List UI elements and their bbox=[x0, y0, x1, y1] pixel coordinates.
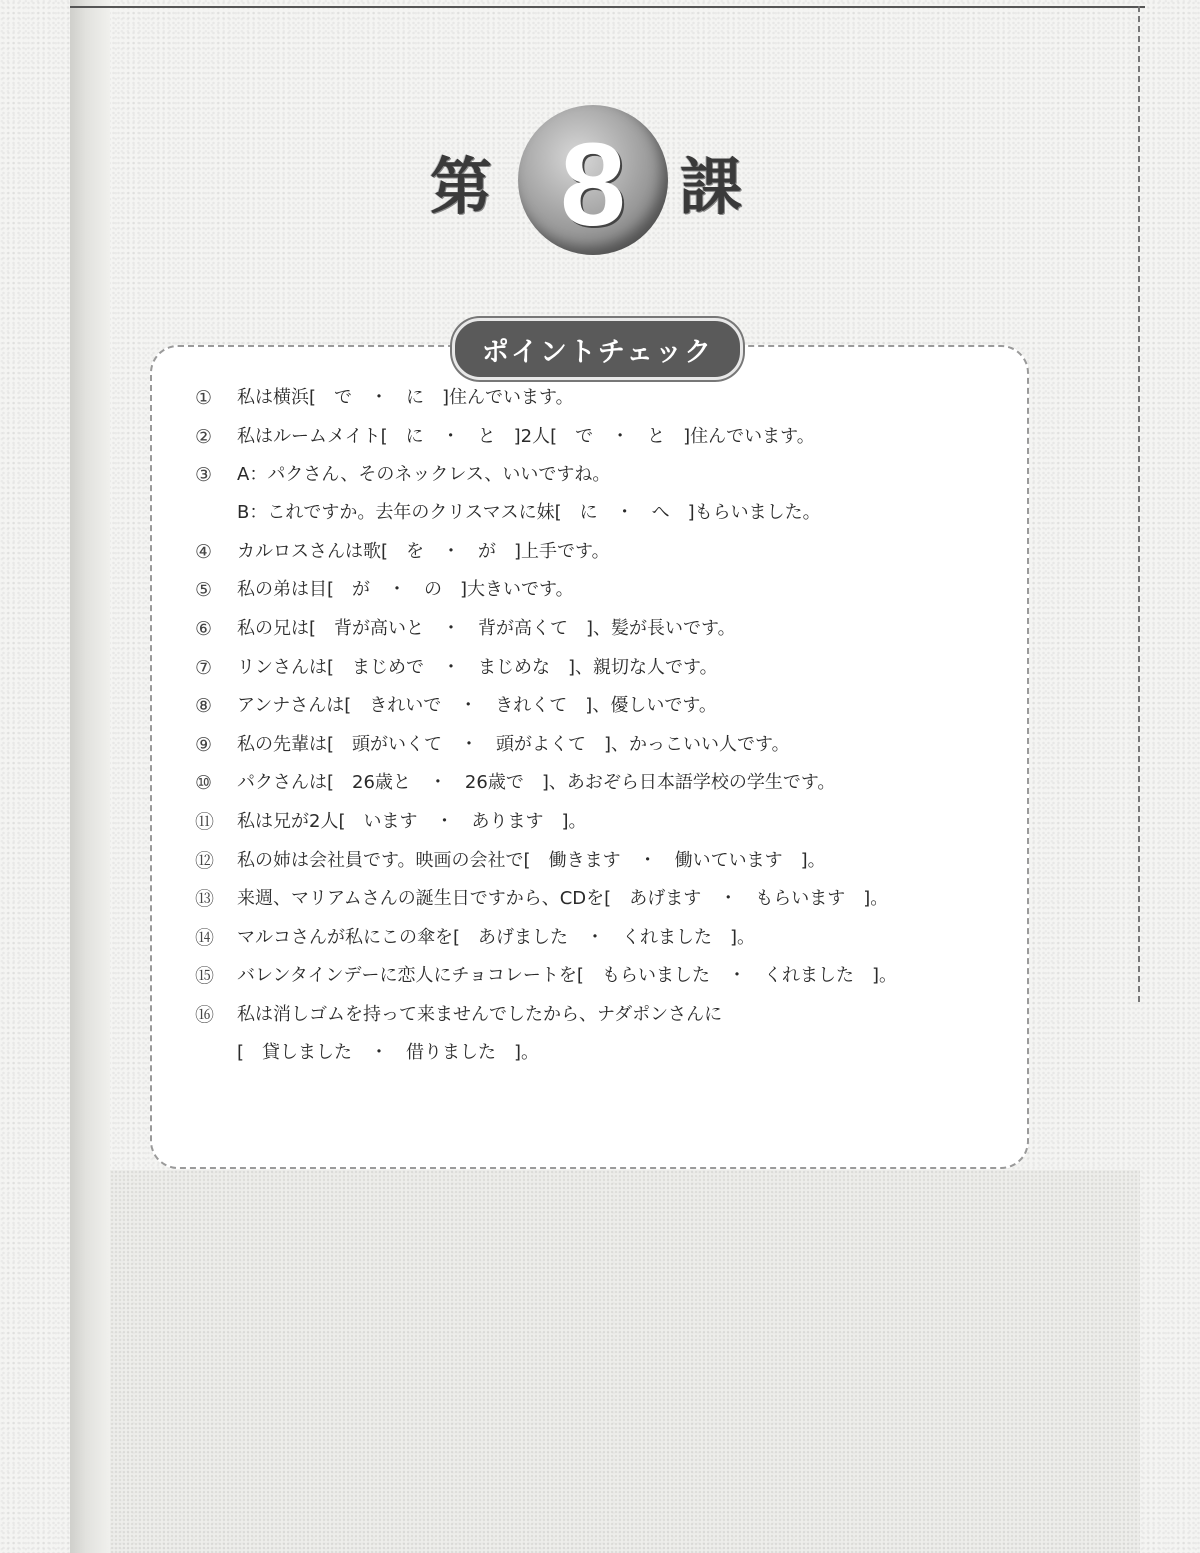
exercise-number: ⑤ bbox=[195, 579, 213, 602]
exercise-text: [ 貸しました ・ 借りました ]。 bbox=[237, 1041, 540, 1063]
exercise-item bbox=[195, 848, 1015, 874]
exercise-text: 私の姉は会社員です。映画の会社で[ 働きます ・ 働いています ]。 bbox=[237, 849, 826, 871]
exercise-number: ⑥ bbox=[195, 617, 213, 640]
exercise-number: ⑧ bbox=[195, 695, 213, 718]
exercise-number: ⑫ bbox=[195, 849, 215, 872]
exercise-item bbox=[195, 693, 1015, 719]
exercise-text: アンナさんは[ きれいで ・ きれくて ]、優しいです。 bbox=[237, 695, 717, 717]
exercise-text: バレンタインデーに恋人にチョコレートを[ もらいました ・ くれました ]。 bbox=[237, 965, 897, 987]
exercise-item bbox=[195, 424, 1015, 450]
exercise-item bbox=[195, 886, 1015, 912]
exercise-number: ⑩ bbox=[195, 772, 213, 795]
exercise-text: 私はルームメイト[ に ・ と ]2人[ で ・ と ]住んでいます。 bbox=[237, 425, 815, 447]
lesson-suffix: 課 bbox=[680, 150, 743, 223]
exercise-text: リンさんは[ まじめで ・ まじめな ]、親切な人です。 bbox=[237, 656, 718, 678]
exercise-item bbox=[195, 1002, 1015, 1066]
exercise-item bbox=[195, 655, 1015, 681]
exercise-number: ⑬ bbox=[195, 888, 215, 911]
binding-shadow bbox=[70, 0, 110, 1553]
lesson-prefix: 第 bbox=[430, 150, 493, 223]
exercise-number: ⑨ bbox=[195, 733, 213, 756]
exercise-text: 私は横浜[ で ・ に ]住んでいます。 bbox=[237, 387, 574, 408]
exercise-item bbox=[195, 385, 1015, 411]
exercise-number: ① bbox=[195, 387, 213, 409]
lesson-number-badge bbox=[518, 105, 668, 255]
lesson-header bbox=[410, 105, 790, 275]
exercise-item bbox=[195, 963, 1015, 989]
exercise-item bbox=[195, 577, 1015, 603]
exercise-text: 来週、マリアムさんの誕生日ですから、CDを[ あげます ・ もらいます ]。 bbox=[237, 888, 889, 910]
exercise-text: 私は消しゴムを持って来ませんでしたから、ナダポンさんに bbox=[237, 1003, 723, 1025]
page-texture bbox=[110, 1170, 1140, 1553]
exercise-item bbox=[195, 732, 1015, 758]
exercise-number: ⑯ bbox=[195, 1003, 215, 1026]
exercise-number: ⑭ bbox=[195, 926, 215, 949]
lesson-number: 8 bbox=[560, 119, 626, 251]
exercise-text: 私の弟は目[ が ・ の ]大きいです。 bbox=[237, 579, 574, 601]
exercise-text: 私の兄は[ 背が高いと ・ 背が高くて ]、髪が長いです。 bbox=[237, 617, 736, 639]
exercise-number: ④ bbox=[195, 540, 213, 563]
exercise-item bbox=[195, 616, 1015, 642]
exercise-text: カルロスさんは歌[ を ・ が ]上手です。 bbox=[237, 540, 610, 562]
exercise-number: ⑪ bbox=[195, 810, 215, 833]
exercise-item bbox=[195, 925, 1015, 951]
exercise-item bbox=[195, 770, 1015, 796]
exercise-number: ⑮ bbox=[195, 965, 215, 988]
exercise-item bbox=[195, 809, 1015, 835]
exercise-item bbox=[195, 539, 1015, 565]
exercise-list bbox=[195, 385, 1015, 1079]
exercise-item bbox=[195, 462, 1015, 526]
exercise-text: 私の先輩は[ 頭がいくて ・ 頭がよくて ]、かっこいい人です。 bbox=[237, 733, 790, 755]
exercise-text: 私は兄が2人[ います ・ あります ]。 bbox=[237, 810, 587, 832]
exercise-text: マルコさんが私にこの傘を[ あげました ・ くれました ]。 bbox=[237, 926, 756, 948]
exercise-number: ② bbox=[195, 425, 213, 448]
exercise-text: B：これですか。去年のクリスマスに妹[ に ・ へ ]もらいました。 bbox=[237, 502, 821, 524]
exercise-text: A：パクさん、そのネックレス、いいですね。 bbox=[237, 464, 611, 486]
exercise-number: ⑦ bbox=[195, 656, 213, 679]
top-rule bbox=[70, 6, 1145, 8]
section-label: ポイントチェック bbox=[452, 318, 743, 380]
exercise-number: ③ bbox=[195, 464, 213, 487]
right-rule bbox=[1138, 6, 1140, 1006]
exercise-text: パクさんは[ 26歳と ・ 26歳で ]、あおぞら日本語学校の学生です。 bbox=[237, 772, 836, 794]
